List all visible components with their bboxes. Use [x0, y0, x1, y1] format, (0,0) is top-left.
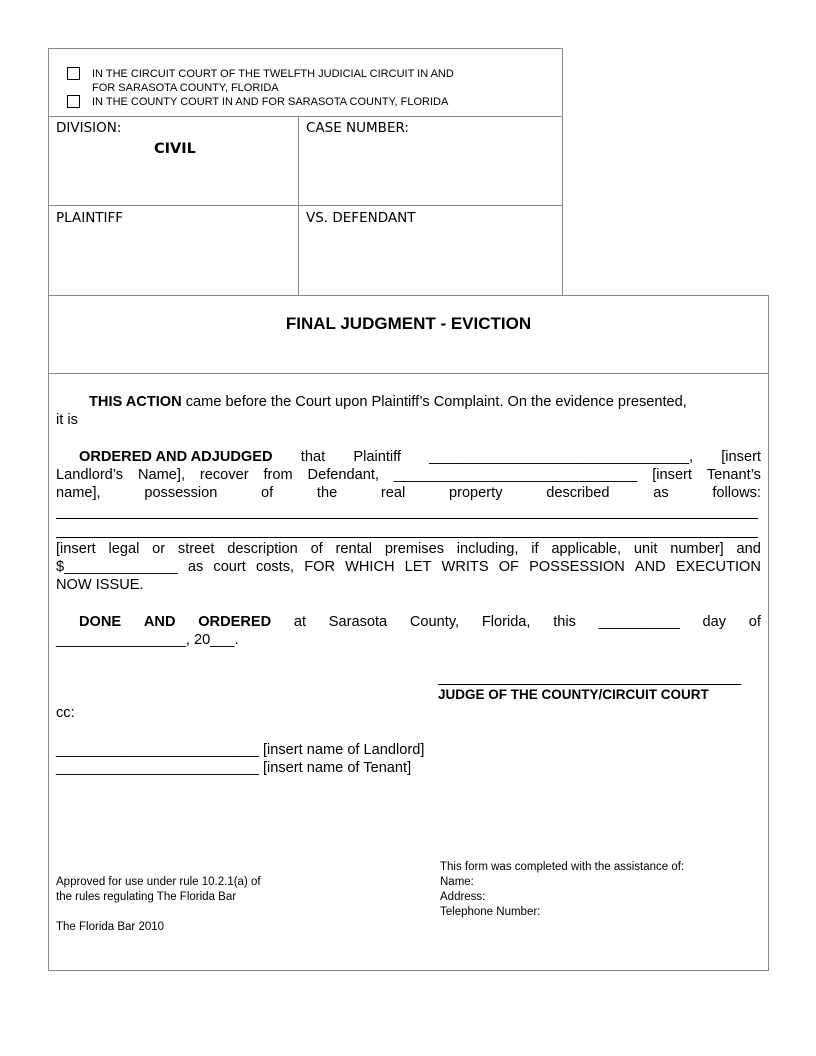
legal-word: unit — [633, 541, 658, 557]
legal-word: street — [177, 541, 215, 557]
cc-label: cc: — [56, 705, 75, 721]
legal-word: of — [310, 541, 323, 557]
approval-line1: Approved for use under rule 10.2.1(a) of — [56, 876, 261, 888]
day-blank: __________ — [598, 614, 680, 630]
plaintiff-blank: ________________________________, — [429, 449, 693, 465]
legal-line1 — [56, 540, 761, 558]
caption-divider-vertical — [298, 116, 299, 296]
done-word: day — [702, 614, 727, 630]
assistance-address-label: Address: — [440, 891, 486, 903]
ordered-word: Name], — [137, 467, 186, 483]
ordered-word: [insert — [652, 467, 692, 483]
legal-word: description — [227, 541, 298, 557]
legal-word: including, — [456, 541, 519, 557]
cc-tenant-line: _________________________ [insert name of Tenant] — [56, 760, 412, 776]
ordered-word: Defendant, — [307, 467, 379, 483]
legal-word: and — [736, 541, 761, 557]
county-court-checkbox[interactable] — [67, 95, 80, 108]
ordered-word: of — [261, 485, 274, 501]
action-continuation: it is — [56, 412, 78, 428]
legal-word: EXECUTION — [675, 559, 761, 575]
done-word: Florida, — [481, 614, 531, 630]
legal-word: number] — [670, 541, 724, 557]
caption-box — [48, 48, 563, 296]
legal-word: LET — [404, 559, 432, 575]
legal-word: WHICH — [345, 559, 395, 575]
court-selection — [49, 49, 562, 117]
ordered-word: described — [546, 485, 610, 501]
done-word: this — [553, 614, 576, 630]
action-text: came before the Court upon Plaintiff’s Complaint. On the evidence presented, — [181, 394, 687, 410]
court-costs-blank: $______________ — [56, 559, 178, 575]
legal-word: legal — [108, 541, 140, 557]
assistance-name-label: Name: — [440, 876, 474, 888]
ordered-line2 — [56, 466, 761, 484]
ordered-line3 — [56, 484, 761, 502]
ordered-line1 — [79, 448, 761, 466]
assistance-line: This form was completed with the assistance of: — [440, 861, 685, 873]
done-word: at — [293, 614, 307, 630]
legal-word: WRITS — [441, 559, 489, 575]
legal-word: rental — [335, 541, 373, 557]
done-line1 — [79, 613, 761, 631]
ordered-word: [insert — [721, 449, 761, 465]
county-court-line: IN THE COUNTY COURT IN AND FOR SARASOTA COUNTY, FLORIDA — [92, 96, 449, 108]
legal-word: if — [531, 541, 539, 557]
judge-label: JUDGE OF THE COUNTY/CIRCUIT COURT — [438, 687, 709, 702]
circuit-court-line2: FOR SARASOTA COUNTY, FLORIDA — [92, 82, 279, 94]
property-description-line[interactable] — [56, 537, 758, 538]
legal-line2 — [56, 558, 761, 576]
plaintiff-label: PLAINTIFF — [56, 210, 124, 226]
ordered-word: possession — [144, 485, 218, 501]
ordered-word: name], — [56, 485, 101, 501]
division-value: CIVIL — [154, 141, 196, 157]
assistance-phone-label: Telephone Number: — [440, 906, 541, 918]
approval-line2: the rules regulating The Florida Bar — [56, 891, 237, 903]
done-word: County, — [409, 614, 460, 630]
defendant-blank: ______________________________ — [393, 467, 638, 483]
legal-word: premises — [384, 541, 445, 557]
legal-line3: NOW ISSUE. — [56, 577, 144, 593]
ordered-word: real — [380, 485, 406, 501]
ordered-word: the — [316, 485, 338, 501]
ordered-word: from — [263, 467, 293, 483]
legal-word: OF — [498, 559, 519, 575]
cc-landlord-line: _________________________ [insert name of Landlord] — [56, 742, 425, 758]
legal-word: costs, — [255, 559, 295, 575]
ordered-word: Landlord’s — [56, 467, 124, 483]
property-description-line[interactable] — [56, 518, 758, 519]
ordered-word: Tenant’s — [706, 467, 761, 483]
ordered-word: recover — [199, 467, 249, 483]
form-title: FINAL JUDGMENT - EVICTION — [285, 314, 532, 333]
done-word: of — [748, 614, 761, 630]
title-divider — [49, 373, 768, 374]
ordered-word: Plaintiff — [353, 449, 401, 465]
legal-word: as — [187, 559, 204, 575]
ordered-word: that — [300, 449, 326, 465]
legal-word: POSSESSION — [529, 559, 625, 575]
done-word: Sarasota — [328, 614, 388, 630]
legal-word: FOR — [304, 559, 335, 575]
legal-word: [insert — [56, 541, 96, 557]
circuit-court-checkbox[interactable] — [67, 67, 80, 80]
done-heading-word: DONE — [79, 614, 122, 630]
done-heading-word: AND — [143, 614, 176, 630]
defendant-label: VS. DEFENDANT — [306, 210, 416, 226]
ordered-word: as — [653, 485, 669, 501]
action-paragraph — [89, 393, 687, 411]
bar-year: The Florida Bar 2010 — [56, 921, 165, 933]
legal-word: applicable, — [551, 541, 622, 557]
action-heading: THIS ACTION — [89, 394, 182, 410]
ordered-heading: ORDERED AND ADJUDGED — [79, 449, 273, 465]
ordered-word: follows: — [712, 485, 761, 501]
caption-divider-horizontal — [49, 205, 562, 206]
division-label: DIVISION: — [56, 120, 122, 136]
legal-word: AND — [634, 559, 666, 575]
date-line: ________________, 20___. — [56, 632, 239, 648]
legal-word: or — [152, 541, 166, 557]
circuit-court-line1: IN THE CIRCUIT COURT OF THE TWELFTH JUDICIAL CIRCUIT IN AND — [92, 68, 454, 80]
legal-word: court — [213, 559, 246, 575]
done-heading-word: ORDERED — [198, 614, 272, 630]
judge-signature-line[interactable] — [438, 684, 741, 685]
case-number-label: CASE NUMBER: — [306, 120, 409, 136]
ordered-word: property — [448, 485, 503, 501]
